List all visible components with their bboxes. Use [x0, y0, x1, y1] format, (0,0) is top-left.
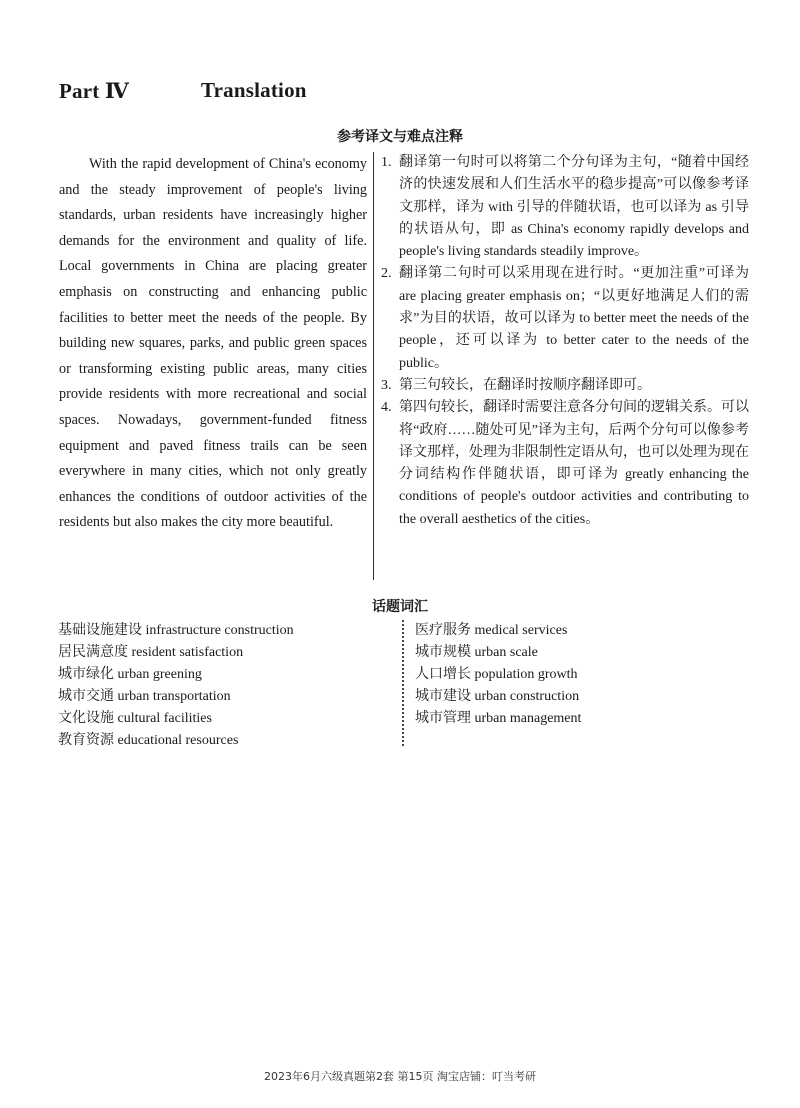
- vocab-list-left: [58, 620, 294, 752]
- notes-list: [381, 152, 749, 531]
- vocab-item: 城市建设 urban construction: [415, 689, 580, 704]
- vocab-item: 文化设施 cultural facilities: [58, 711, 212, 726]
- vocab-item: 城市规模 urban scale: [415, 645, 538, 660]
- part-heading: [59, 78, 307, 104]
- vocab-item: 城市管理 urban management: [415, 711, 582, 726]
- note-item: 3. 第三句较长，在翻译时按顺序翻译即可。: [381, 377, 651, 393]
- vocab-item: 医疗服务 medical services: [415, 623, 568, 638]
- part-title: Translation: [201, 78, 307, 102]
- vocab-list-right: [415, 620, 581, 730]
- vocab-heading: 话题词汇: [372, 599, 428, 615]
- vocab-item: 城市交通 urban transportation: [58, 689, 231, 704]
- reference-translation: With the rapid development of China's economy and the steady improvement of people's living standards, urban residents have increasingly higher demands for the environment and quality of life. Local governments in China are placing greater emphasis on constructing and enhancing public facilities to better meet the needs of the people. By building new squares, parks, and public green spaces or transforming existing public areas, many cities provide residents with more recreational and social spaces. Nowadays, government-funded fitness equipment and paved fitness trails can be seen everywhere in many cities, which not only greatly enhances the conditions of outdoor activities of the residents but also makes the city more beautiful.: [59, 156, 367, 531]
- page-footer: 2023年6月六级真题第2套 第15页 淘宝店铺：叮当考研: [264, 1070, 536, 1083]
- vocab-item: 人口增长 population growth: [415, 667, 578, 682]
- vocab-divider: [402, 620, 404, 746]
- vocab-item: 基础设施建设 infrastructure construction: [58, 623, 294, 638]
- part-label: Part Ⅳ: [59, 79, 129, 103]
- note-item: 1. 翻译第一句时可以将第二个分句译为主句，“随着中国经济的快速发展和人们生活水平的稳步提高”可以像参考译文那样，译为 with 引导的伴随状语，也可以译为 as 引导的状语从句，即 as China's economy rapidly develops and people's living standards steadily improve。: [381, 155, 749, 260]
- note-item: 4. 第四句较长，翻译时需要注意各分句间的逻辑关系。可以将“政府……随处可见”译为主句，后两个分句可以像参考译文那样，处理为非限制性定语从句，也可以处理为现在分词结构作伴随状语，即可译为 greatly enhancing the conditions of people's outdoor activities and contributing to the overall aesthetics of the cities。: [381, 400, 749, 527]
- vocab-item: 居民满意度 resident satisfaction: [58, 645, 244, 660]
- notes-heading: 参考译文与难点注释: [337, 129, 463, 145]
- vocab-item: 教育资源 educational resources: [58, 733, 239, 748]
- note-item: 2. 翻译第二句时可以采用现在进行时。“更加注重”可译为 are placing greater emphasis on；“以更好地满足人们的需求”为目的状语，故可以译为 to better meet the needs of the people，还可以译为 to better cater to the needs of the public。: [381, 266, 749, 371]
- vocab-item: 城市绿化 urban greening: [58, 667, 202, 682]
- column-divider: [373, 152, 374, 580]
